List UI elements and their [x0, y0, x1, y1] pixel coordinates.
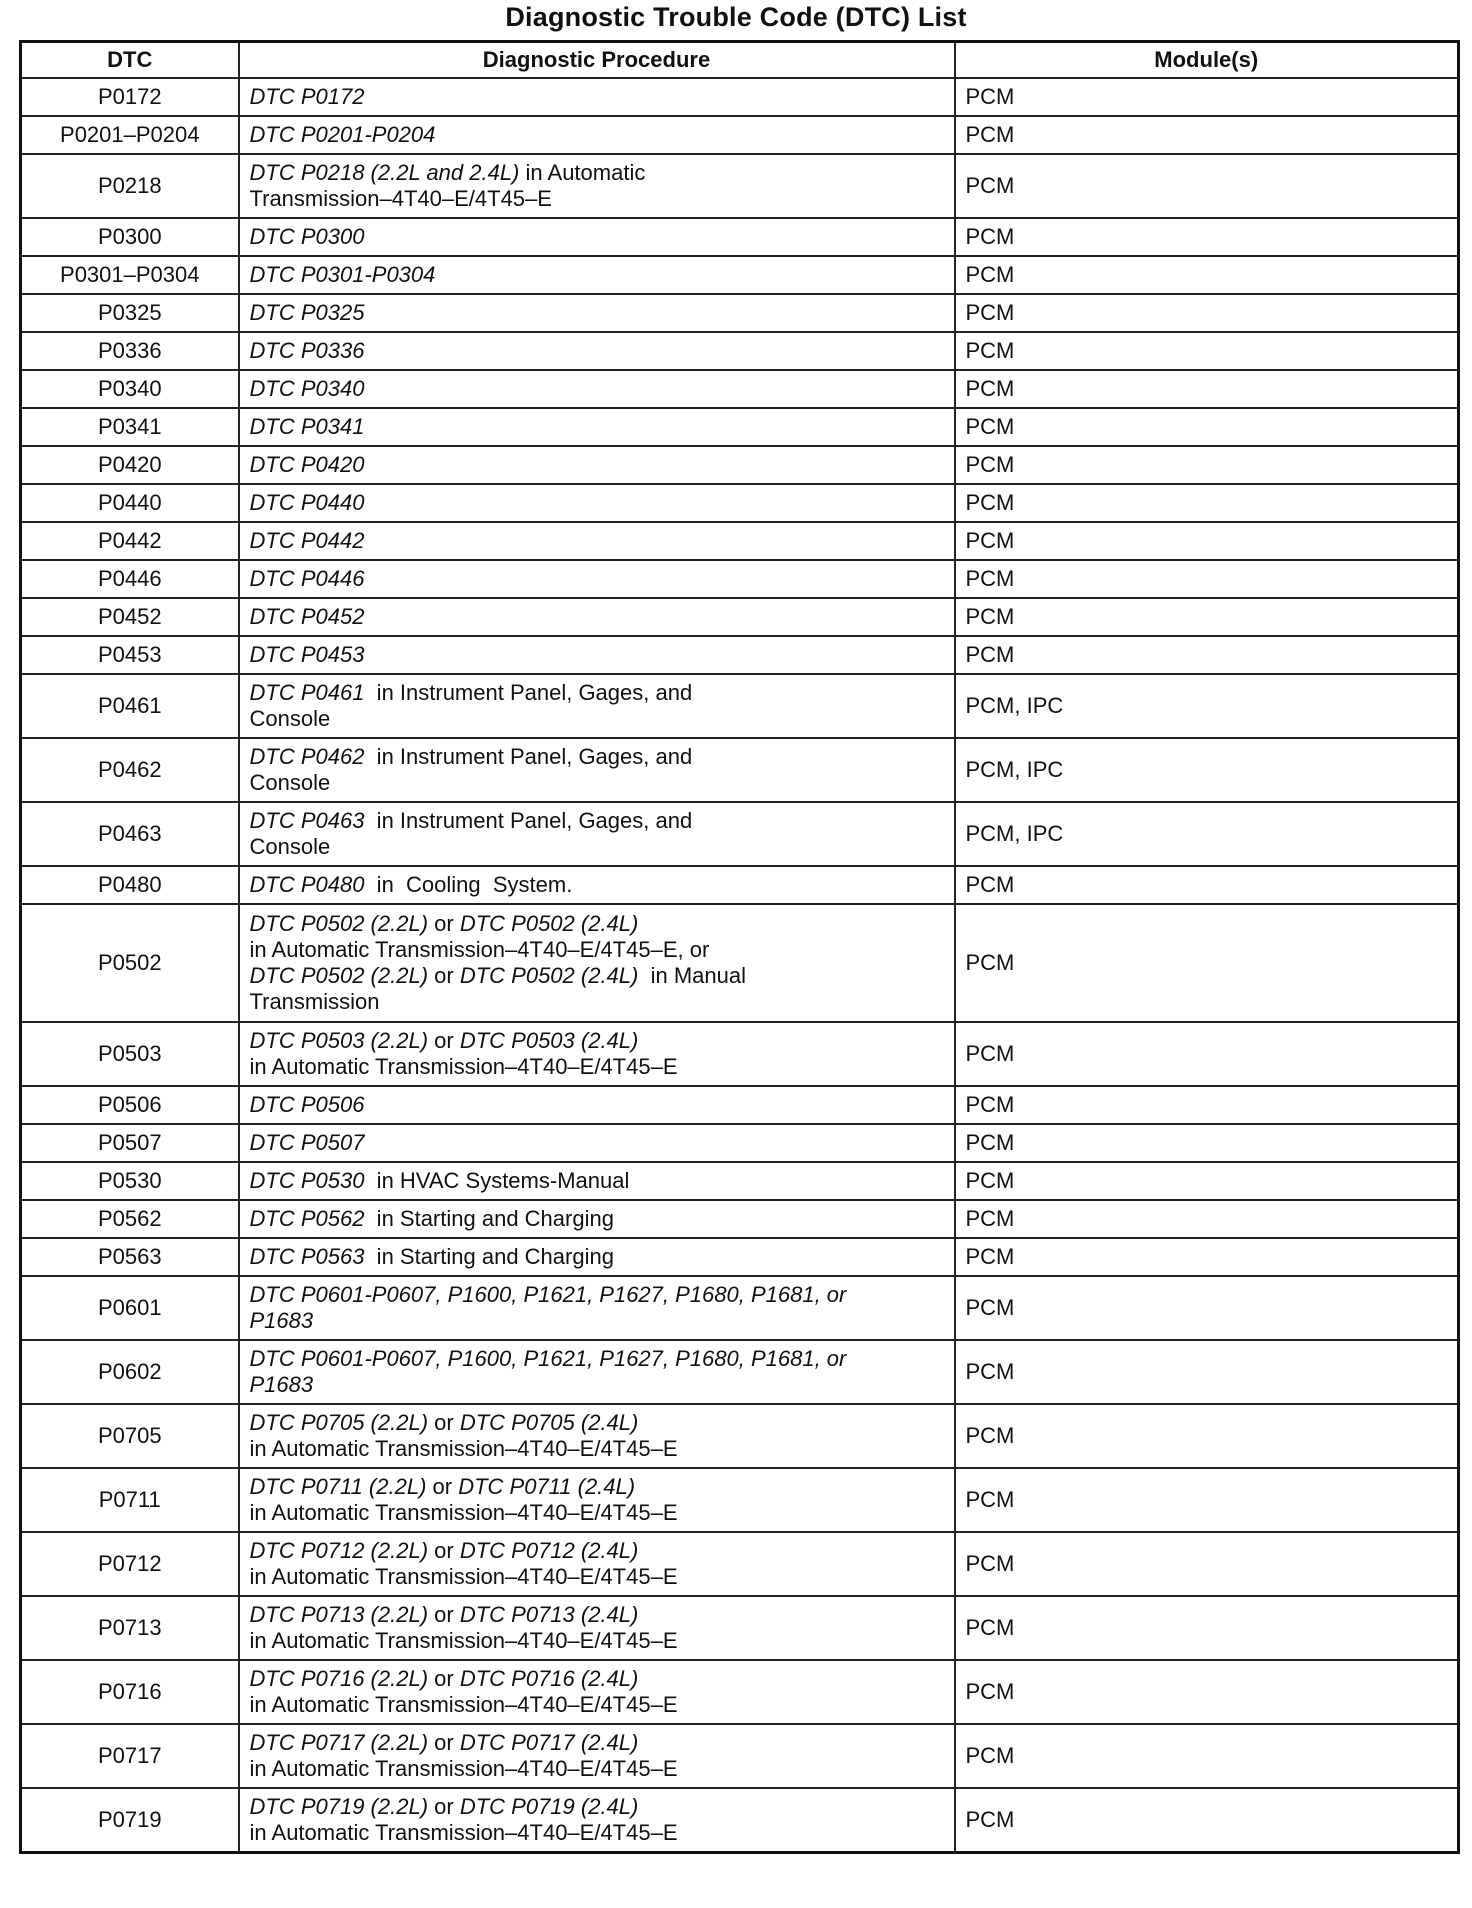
module-list: PCM, IPC [955, 738, 1459, 802]
procedure-reference: DTC P0713 (2.4L) [459, 1602, 639, 1627]
dtc-code: P0440 [21, 484, 239, 522]
procedure-reference: DTC P0562 [249, 1206, 365, 1231]
procedure-text: in HVAC Systems-Manual [364, 1168, 630, 1193]
diagnostic-procedure [239, 446, 955, 484]
diagnostic-procedure [239, 294, 955, 332]
diagnostic-procedure [239, 1404, 955, 1468]
diagnostic-procedure [239, 560, 955, 598]
module-list: PCM [955, 218, 1459, 256]
diagnostic-procedure [239, 1276, 955, 1340]
procedure-reference: DTC P0463 [249, 808, 365, 833]
diagnostic-procedure [239, 636, 955, 674]
procedure-reference: DTC P0719 (2.2L) [249, 1794, 429, 1819]
dtc-code: P0712 [21, 1532, 239, 1596]
dtc-code: P0463 [21, 802, 239, 866]
table-row [21, 802, 1459, 866]
procedure-reference: DTC P0201-P0204 [249, 122, 436, 147]
table-row [21, 256, 1459, 294]
procedure-text: Transmission [249, 989, 380, 1014]
dtc-code: P0340 [21, 370, 239, 408]
table-row [21, 294, 1459, 332]
module-list: PCM [955, 154, 1459, 218]
diagnostic-procedure [239, 802, 955, 866]
procedure-text: or [428, 1028, 460, 1053]
table-row [21, 1532, 1459, 1596]
dtc-code: P0453 [21, 636, 239, 674]
dtc-code: P0420 [21, 446, 239, 484]
dtc-code: P0452 [21, 598, 239, 636]
dtc-code: P0336 [21, 332, 239, 370]
procedure-text: or [428, 1666, 460, 1691]
module-list: PCM [955, 636, 1459, 674]
procedure-reference: DTC P0713 (2.2L) [249, 1602, 429, 1627]
table-row [21, 1238, 1459, 1276]
table-row [21, 904, 1459, 1022]
procedure-text: in Starting and Charging [364, 1206, 614, 1231]
module-list: PCM [955, 598, 1459, 636]
dtc-code: P0705 [21, 1404, 239, 1468]
procedure-reference: DTC P0717 (2.4L) [459, 1730, 639, 1755]
module-list: PCM [955, 1468, 1459, 1532]
module-list: PCM, IPC [955, 674, 1459, 738]
module-list: PCM [955, 1124, 1459, 1162]
procedure-text: in Instrument Panel, Gages, and [364, 680, 693, 705]
table-row [21, 1660, 1459, 1724]
diagnostic-procedure [239, 1596, 955, 1660]
table-row [21, 1276, 1459, 1340]
dtc-code: P0461 [21, 674, 239, 738]
procedure-reference: DTC P0601-P0607, P1600, P1621, P1627, P1680, P1681, or [249, 1282, 847, 1307]
procedure-reference: DTC P0563 [249, 1244, 365, 1269]
dtc-code: P0713 [21, 1596, 239, 1660]
table-row [21, 674, 1459, 738]
procedure-reference: DTC P0340 [249, 376, 365, 401]
table-row [21, 116, 1459, 154]
module-list: PCM [955, 1022, 1459, 1086]
procedure-text: or [428, 963, 460, 988]
module-list: PCM, IPC [955, 802, 1459, 866]
table-row [21, 78, 1459, 116]
table-row [21, 738, 1459, 802]
module-list: PCM [955, 1238, 1459, 1276]
procedure-reference: DTC P0462 [249, 744, 365, 769]
dtc-code: P0719 [21, 1788, 239, 1853]
dtc-code: P0717 [21, 1724, 239, 1788]
module-list: PCM [955, 1596, 1459, 1660]
module-list: PCM [955, 1086, 1459, 1124]
table-row [21, 154, 1459, 218]
table-row [21, 370, 1459, 408]
diagnostic-procedure [239, 408, 955, 446]
diagnostic-procedure [239, 1788, 955, 1853]
table-body [21, 78, 1459, 1853]
module-list: PCM [955, 294, 1459, 332]
procedure-reference: DTC P0503 (2.2L) [249, 1028, 429, 1053]
dtc-code: P0300 [21, 218, 239, 256]
dtc-code: P0218 [21, 154, 239, 218]
table-row [21, 446, 1459, 484]
diagnostic-procedure [239, 1200, 955, 1238]
procedure-text: in Automatic [519, 160, 646, 185]
dtc-code: P0503 [21, 1022, 239, 1086]
dtc-code: P0507 [21, 1124, 239, 1162]
table-row [21, 522, 1459, 560]
module-list: PCM [955, 1404, 1459, 1468]
dtc-code: P0325 [21, 294, 239, 332]
table-row [21, 408, 1459, 446]
diagnostic-procedure [239, 738, 955, 802]
procedure-reference: DTC P0446 [249, 566, 365, 591]
procedure-text: Transmission–4T40–E/4T45–E [249, 186, 552, 211]
module-list: PCM [955, 904, 1459, 1022]
table-row [21, 1200, 1459, 1238]
procedure-reference: DTC P0461 [249, 680, 365, 705]
diagnostic-procedure [239, 522, 955, 560]
procedure-reference: DTC P0712 (2.4L) [459, 1538, 639, 1563]
table-row [21, 1022, 1459, 1086]
dtc-code: P0711 [21, 1468, 239, 1532]
procedure-reference: DTC P0502 (2.2L) [249, 963, 429, 988]
procedure-reference: DTC P0506 [249, 1092, 365, 1117]
procedure-text: Console [249, 834, 331, 859]
table-row [21, 484, 1459, 522]
procedure-text: in Manual [638, 963, 746, 988]
procedure-reference: DTC P0502 (2.4L) [459, 963, 639, 988]
module-list: PCM [955, 1724, 1459, 1788]
diagnostic-procedure [239, 904, 955, 1022]
table-row [21, 1404, 1459, 1468]
procedure-reference: DTC P0172 [249, 84, 365, 109]
diagnostic-procedure [239, 1468, 955, 1532]
procedure-reference: DTC P0711 (2.4L) [458, 1474, 636, 1499]
dtc-code: P0502 [21, 904, 239, 1022]
page-title: Diagnostic Trouble Code (DTC) List [505, 2, 967, 32]
procedure-reference: DTC P0712 (2.2L) [249, 1538, 429, 1563]
module-list: PCM [955, 1660, 1459, 1724]
procedure-text: or [428, 911, 460, 936]
diagnostic-procedure [239, 1162, 955, 1200]
procedure-reference: DTC P0716 (2.4L) [459, 1666, 639, 1691]
procedure-reference: DTC P0300 [249, 224, 365, 249]
module-list: PCM [955, 370, 1459, 408]
module-list: PCM [955, 560, 1459, 598]
dtc-code: P0462 [21, 738, 239, 802]
procedure-text: or [428, 1794, 460, 1819]
diagnostic-procedure [239, 218, 955, 256]
dtc-code: P0602 [21, 1340, 239, 1404]
procedure-reference: DTC P0440 [249, 490, 365, 515]
procedure-reference: DTC P0502 (2.2L) [249, 911, 429, 936]
procedure-text: Console [249, 770, 331, 795]
diagnostic-procedure [239, 332, 955, 370]
table-row [21, 866, 1459, 904]
module-list: PCM [955, 446, 1459, 484]
dtc-code: P0563 [21, 1238, 239, 1276]
table-row [21, 1596, 1459, 1660]
procedure-text: in Cooling System. [364, 872, 573, 897]
procedure-reference: DTC P0601-P0607, P1600, P1621, P1627, P1680, P1681, or [249, 1346, 847, 1371]
diagnostic-procedure [239, 1022, 955, 1086]
procedure-reference: DTC P0341 [249, 414, 365, 439]
procedure-reference: DTC P0420 [249, 452, 365, 477]
procedure-reference: DTC P0301-P0304 [249, 262, 436, 287]
module-list: PCM [955, 1162, 1459, 1200]
module-list: PCM [955, 1276, 1459, 1340]
procedure-text: in Automatic Transmission–4T40–E/4T45–E [249, 1692, 678, 1717]
dtc-code: P0172 [21, 78, 239, 116]
diagnostic-procedure [239, 78, 955, 116]
table-row [21, 218, 1459, 256]
procedure-text: in Instrument Panel, Gages, and [364, 808, 693, 833]
diagnostic-procedure [239, 674, 955, 738]
diagnostic-procedure [239, 866, 955, 904]
module-list: PCM [955, 1340, 1459, 1404]
table-row [21, 1468, 1459, 1532]
procedure-text: in Automatic Transmission–4T40–E/4T45–E, or [249, 937, 710, 962]
procedure-reference: DTC P0716 (2.2L) [249, 1666, 429, 1691]
column-header-procedure: Diagnostic Procedure [239, 42, 955, 79]
table-row [21, 332, 1459, 370]
module-list: PCM [955, 1532, 1459, 1596]
diagnostic-procedure [239, 256, 955, 294]
table-row [21, 1788, 1459, 1853]
module-list: PCM [955, 1788, 1459, 1853]
module-list: PCM [955, 408, 1459, 446]
table-row [21, 1124, 1459, 1162]
dtc-code: P0506 [21, 1086, 239, 1124]
procedure-text: in Automatic Transmission–4T40–E/4T45–E [249, 1054, 678, 1079]
procedure-reference: DTC P0530 [249, 1168, 365, 1193]
diagnostic-procedure [239, 154, 955, 218]
procedure-reference: P1683 [249, 1372, 314, 1397]
procedure-reference: DTC P0325 [249, 300, 365, 325]
table-row [21, 1724, 1459, 1788]
diagnostic-procedure [239, 1086, 955, 1124]
procedure-reference: DTC P0507 [249, 1130, 365, 1155]
diagnostic-procedure [239, 370, 955, 408]
dtc-code: P0716 [21, 1660, 239, 1724]
diagnostic-procedure [239, 1532, 955, 1596]
procedure-text: or [426, 1474, 459, 1499]
dtc-code: P0201–P0204 [21, 116, 239, 154]
module-list: PCM [955, 866, 1459, 904]
table-row [21, 1086, 1459, 1124]
diagnostic-procedure [239, 1724, 955, 1788]
diagnostic-procedure [239, 598, 955, 636]
procedure-text: in Automatic Transmission–4T40–E/4T45–E [249, 1500, 678, 1525]
procedure-text: or [428, 1730, 460, 1755]
table-row [21, 636, 1459, 674]
procedure-text: in Instrument Panel, Gages, and [364, 744, 693, 769]
dtc-code: P0480 [21, 866, 239, 904]
procedure-text: in Automatic Transmission–4T40–E/4T45–E [249, 1564, 678, 1589]
dtc-table [19, 40, 1460, 1854]
procedure-reference: DTC P0218 (2.2L and 2.4L) [249, 160, 520, 185]
table-row [21, 598, 1459, 636]
module-list: PCM [955, 332, 1459, 370]
diagnostic-procedure [239, 116, 955, 154]
diagnostic-procedure [239, 1340, 955, 1404]
column-header-modules: Module(s) [955, 42, 1459, 79]
procedure-text: or [428, 1410, 460, 1435]
procedure-text: in Automatic Transmission–4T40–E/4T45–E [249, 1820, 678, 1845]
module-list: PCM [955, 1200, 1459, 1238]
procedure-reference: DTC P0719 (2.4L) [459, 1794, 639, 1819]
module-list: PCM [955, 256, 1459, 294]
table-header-row [21, 42, 1459, 79]
table-row [21, 560, 1459, 598]
column-header-dtc: DTC [21, 42, 239, 79]
procedure-text: or [428, 1538, 460, 1563]
dtc-code: P0301–P0304 [21, 256, 239, 294]
procedure-reference: DTC P0705 (2.2L) [249, 1410, 429, 1435]
dtc-code: P0562 [21, 1200, 239, 1238]
procedure-reference: DTC P0502 (2.4L) [459, 911, 639, 936]
procedure-text: in Starting and Charging [364, 1244, 614, 1269]
table-row [21, 1162, 1459, 1200]
table-row [21, 1340, 1459, 1404]
procedure-reference: DTC P0711 (2.2L) [249, 1474, 427, 1499]
procedure-reference: DTC P0453 [249, 642, 365, 667]
procedure-reference: DTC P0503 (2.4L) [459, 1028, 639, 1053]
procedure-reference: DTC P0480 [249, 872, 365, 897]
diagnostic-procedure [239, 484, 955, 522]
diagnostic-procedure [239, 1660, 955, 1724]
procedure-reference: DTC P0336 [249, 338, 365, 363]
procedure-text: Console [249, 706, 331, 731]
procedure-text: in Automatic Transmission–4T40–E/4T45–E [249, 1436, 678, 1461]
module-list: PCM [955, 116, 1459, 154]
dtc-code: P0446 [21, 560, 239, 598]
procedure-text: or [428, 1602, 460, 1627]
dtc-code: P0341 [21, 408, 239, 446]
procedure-reference: DTC P0442 [249, 528, 365, 553]
module-list: PCM [955, 484, 1459, 522]
module-list: PCM [955, 78, 1459, 116]
module-list: PCM [955, 522, 1459, 560]
procedure-reference: DTC P0717 (2.2L) [249, 1730, 429, 1755]
procedure-reference: DTC P0705 (2.4L) [459, 1410, 639, 1435]
procedure-text: in Automatic Transmission–4T40–E/4T45–E [249, 1628, 678, 1653]
dtc-code: P0442 [21, 522, 239, 560]
procedure-reference: P1683 [249, 1308, 314, 1333]
dtc-code: P0601 [21, 1276, 239, 1340]
procedure-reference: DTC P0452 [249, 604, 365, 629]
dtc-code: P0530 [21, 1162, 239, 1200]
diagnostic-procedure [239, 1238, 955, 1276]
procedure-text: in Automatic Transmission–4T40–E/4T45–E [249, 1756, 678, 1781]
diagnostic-procedure [239, 1124, 955, 1162]
